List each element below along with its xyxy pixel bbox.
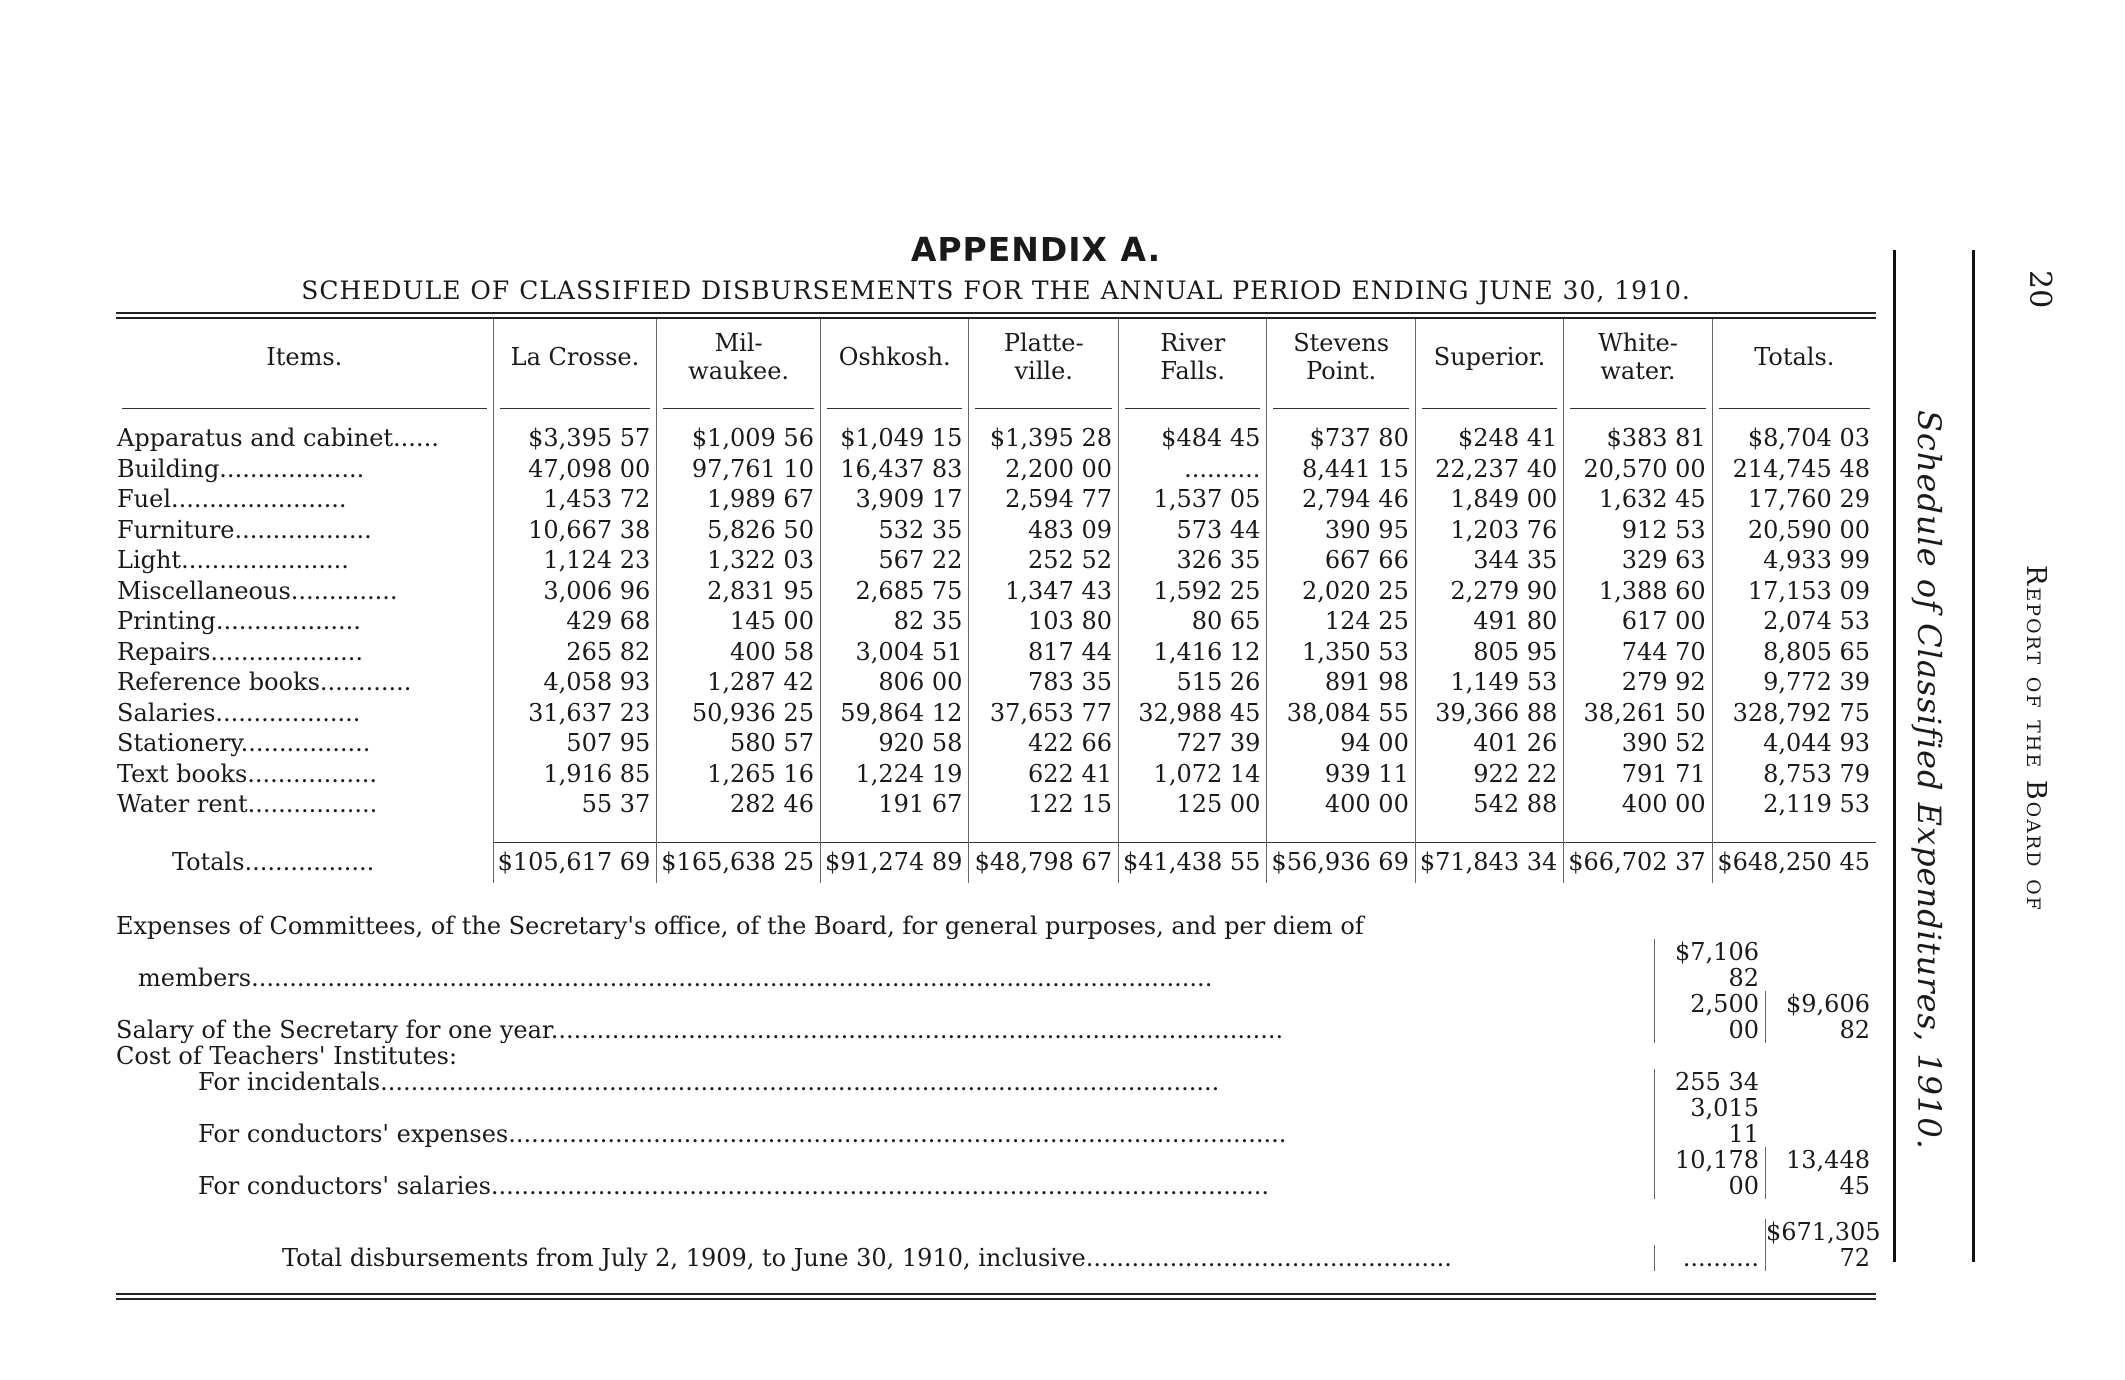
amount-cell: 491 80 [1415, 606, 1563, 637]
column-header: Oshkosh. [820, 319, 968, 393]
amount-cell: 617 00 [1564, 606, 1712, 637]
amount-cell: 2,831 95 [657, 576, 821, 607]
column-header: La Crosse. [493, 319, 657, 393]
amount-cell: 515 26 [1119, 667, 1267, 698]
amount-cell: 16,437 83 [820, 454, 968, 485]
amount-cell: 580 57 [657, 728, 821, 759]
amount-cell: 791 71 [1564, 759, 1712, 790]
amount-cell: 922 22 [1415, 759, 1563, 790]
amount-cell: 3,004 51 [820, 637, 968, 668]
amount-cell: 2,794 46 [1267, 484, 1415, 515]
amount-cell: 2,685 75 [820, 576, 968, 607]
amount-cell: 1,124 23 [493, 545, 657, 576]
amount-cell: 4,044 93 [1712, 728, 1876, 759]
amount-cell: $737 80 [1267, 423, 1415, 454]
amount-cell: 5,826 50 [657, 515, 821, 546]
total-cell: $165,638 25 [657, 842, 821, 883]
committees-label-1: Expenses of Committees, of the Secretary's office, of the Board, for general purposes, and per diem of [116, 912, 1364, 939]
subtotal-2: 13,448 45 [1765, 1147, 1876, 1199]
incidentals-amount: 255 34 [1654, 1069, 1765, 1095]
amount-cell: 94 00 [1267, 728, 1415, 759]
amount-cell: 8,753 79 [1712, 759, 1876, 790]
side-rule-right [1972, 250, 1975, 1262]
amount-cell: 252 52 [969, 545, 1119, 576]
amount-cell: 390 52 [1564, 728, 1712, 759]
column-header: Superior. [1415, 319, 1563, 393]
amount-cell: $248 41 [1415, 423, 1563, 454]
item-label: Salaries................... [117, 698, 361, 727]
page-number: 20 [2022, 270, 2057, 309]
total-cell: $56,936 69 [1267, 842, 1415, 883]
amount-cell: 783 35 [969, 667, 1119, 698]
amount-cell: 265 82 [493, 637, 657, 668]
total-cell: $71,843 34 [1415, 842, 1563, 883]
amount-cell: 8,441 15 [1267, 454, 1415, 485]
amount-cell: 37,653 77 [969, 698, 1119, 729]
table-row [116, 515, 1876, 546]
amount-cell: 1,265 16 [657, 759, 821, 790]
appendix-page [116, 230, 1881, 1300]
amount-cell: 422 66 [969, 728, 1119, 759]
side-rule-left [1893, 250, 1896, 1262]
summary-row-incidentals [116, 1069, 1876, 1095]
amount-cell: $484 45 [1119, 423, 1267, 454]
column-header: River Falls. [1119, 319, 1267, 393]
grand-total-blank: .......... [1654, 1245, 1765, 1271]
total-cell: $41,438 55 [1119, 842, 1267, 883]
amount-cell: 507 95 [493, 728, 657, 759]
institutes-heading: Cost of Teachers' Institutes: [116, 1042, 458, 1069]
conductors-salaries-label: For conductors' salaries...................................................................................................... [198, 1172, 1270, 1199]
amount-cell: $383 81 [1564, 423, 1712, 454]
amount-cell: $8,704 03 [1712, 423, 1876, 454]
amount-cell: 103 80 [969, 606, 1119, 637]
item-label: Miscellaneous.............. [117, 576, 398, 605]
grand-total-label: Total disbursements from July 2, 1909, to June 30, 1910, inclusive................................................ [282, 1244, 1452, 1271]
item-label: Printing................... [117, 607, 361, 635]
amount-cell: 1,989 67 [657, 484, 821, 515]
amount-cell: 1,416 12 [1119, 637, 1267, 668]
amount-cell: 920 58 [820, 728, 968, 759]
total-cell: $91,274 89 [820, 842, 968, 883]
amount-cell: 1,203 76 [1415, 515, 1563, 546]
amount-cell: 122 15 [969, 789, 1119, 820]
table-row [116, 484, 1876, 515]
amount-cell: 939 11 [1267, 759, 1415, 790]
summary-row-committees-1 [116, 913, 1876, 939]
item-label: Stationery................. [117, 729, 371, 757]
table-row [116, 789, 1876, 820]
amount-cell: 8,805 65 [1712, 637, 1876, 668]
amount-cell: 727 39 [1119, 728, 1267, 759]
table-row [116, 728, 1876, 759]
amount-cell: 82 35 [820, 606, 968, 637]
item-label: Repairs.................... [117, 637, 363, 666]
item-label: Building................... [117, 454, 365, 483]
incidentals-label: For incidentals.............................................................................................................. [198, 1068, 1220, 1095]
item-label: Text books................. [117, 759, 377, 788]
amount-cell: 344 35 [1415, 545, 1563, 576]
item-label: Water rent................. [117, 790, 378, 818]
amount-cell: 55 37 [493, 789, 657, 820]
total-cell: $105,617 69 [493, 842, 657, 883]
amount-cell: 401 26 [1415, 728, 1563, 759]
totals-label: Totals................. [172, 848, 375, 876]
amount-cell: 542 88 [1415, 789, 1563, 820]
amount-cell: 3,909 17 [820, 484, 968, 515]
committees-amount: $7,106 82 [1654, 939, 1765, 991]
side-report-title: Report of the Board of [2020, 565, 2051, 912]
column-header: Platte- ville. [969, 319, 1119, 393]
amount-cell: 1,149 53 [1415, 667, 1563, 698]
table-row [116, 637, 1876, 668]
amount-cell: 806 00 [820, 667, 968, 698]
conductors-expenses-amount: 3,015 11 [1654, 1095, 1765, 1147]
amount-cell: 145 00 [657, 606, 821, 637]
table-row [116, 423, 1876, 454]
column-header: White- water. [1564, 319, 1712, 393]
amount-cell: 4,933 99 [1712, 545, 1876, 576]
item-label: Apparatus and cabinet...... [117, 424, 439, 452]
amount-cell: 400 00 [1564, 789, 1712, 820]
side-running-title: Schedule of Classified Expenditures, 1910. [1910, 410, 1948, 1150]
amount-cell: 400 58 [657, 637, 821, 668]
amount-cell: 573 44 [1119, 515, 1267, 546]
table-row [116, 545, 1876, 576]
summary-row-conductors-expenses [116, 1095, 1876, 1147]
table-row [116, 667, 1876, 698]
table-row [116, 606, 1876, 637]
amount-cell: 124 25 [1267, 606, 1415, 637]
summary-row-institutes-heading [116, 1043, 1876, 1069]
conductors-salaries-amount: 10,178 00 [1654, 1147, 1765, 1199]
amount-cell: 80 65 [1119, 606, 1267, 637]
summary-row-conductors-salaries [116, 1147, 1876, 1199]
summary-block [116, 912, 1881, 1300]
amount-cell: 326 35 [1119, 545, 1267, 576]
table-row [116, 454, 1876, 485]
bottom-double-rule [116, 1293, 1876, 1300]
amount-cell: 1,388 60 [1564, 576, 1712, 607]
appendix-title: APPENDIX A. [910, 230, 1162, 269]
amount-cell: 667 66 [1267, 545, 1415, 576]
amount-cell: 2,594 77 [969, 484, 1119, 515]
summary-row-secretary [116, 991, 1876, 1043]
amount-cell: $1,049 15 [820, 423, 968, 454]
amount-cell: 1,350 53 [1267, 637, 1415, 668]
amount-cell: 1,224 19 [820, 759, 968, 790]
amount-cell: 817 44 [969, 637, 1119, 668]
amount-cell: 1,849 00 [1415, 484, 1563, 515]
amount-cell: 1,322 03 [657, 545, 821, 576]
amount-cell: 429 68 [493, 606, 657, 637]
item-label: Fuel....................... [117, 485, 347, 513]
amount-cell: 891 98 [1267, 667, 1415, 698]
amount-cell: 1,347 43 [969, 576, 1119, 607]
amount-cell: 1,592 25 [1119, 576, 1267, 607]
amount-cell: $1,009 56 [657, 423, 821, 454]
amount-cell: 2,279 90 [1415, 576, 1563, 607]
total-cell: $648,250 45 [1712, 842, 1876, 883]
amount-cell: 2,200 00 [969, 454, 1119, 485]
conductors-expenses-label: For conductors' expenses...................................................................................................... [198, 1120, 1287, 1147]
amount-cell: 32,988 45 [1119, 698, 1267, 729]
amount-cell: 59,864 12 [820, 698, 968, 729]
title-double-rule [116, 312, 1876, 319]
secretary-salary-label: Salary of the Secretary for one year................................................................................................ [116, 1016, 1284, 1043]
amount-cell: 3,006 96 [493, 576, 657, 607]
summary-row-grand-total [116, 1217, 1881, 1272]
item-label: Reference books............ [117, 668, 412, 696]
table-row [116, 759, 1876, 790]
column-header: Mil- waukee. [657, 319, 821, 393]
total-cell: $48,798 67 [969, 842, 1119, 883]
schedule-title: SCHEDULE OF CLASSIFIED DISBURSEMENTS FOR THE ANNUAL PERIOD ENDING JUNE 30, 1910. [301, 276, 1691, 305]
column-header: Totals. [1712, 319, 1876, 393]
amount-cell: .......... [1119, 454, 1267, 485]
amount-cell: 10,667 38 [493, 515, 657, 546]
amount-cell: 20,590 00 [1712, 515, 1876, 546]
amount-cell: 2,074 53 [1712, 606, 1876, 637]
amount-cell: 1,287 42 [657, 667, 821, 698]
amount-cell: 279 92 [1564, 667, 1712, 698]
disbursements-table [116, 319, 1876, 883]
amount-cell: 1,072 14 [1119, 759, 1267, 790]
totals-row [116, 842, 1876, 883]
total-cell: $66,702 37 [1564, 842, 1712, 883]
table-body [116, 423, 1876, 883]
amount-cell: 38,084 55 [1267, 698, 1415, 729]
committees-label-2: members.............................................................................................................................. [138, 964, 1213, 991]
amount-cell: 567 22 [820, 545, 968, 576]
grand-total-amount: $671,305 72 [1766, 1217, 1881, 1272]
amount-cell: 1,916 85 [493, 759, 657, 790]
amount-cell: 20,570 00 [1564, 454, 1712, 485]
amount-cell: 17,760 29 [1712, 484, 1876, 515]
amount-cell: 191 67 [820, 789, 968, 820]
amount-cell: 483 09 [969, 515, 1119, 546]
amount-cell: 38,261 50 [1564, 698, 1712, 729]
amount-cell: $1,395 28 [969, 423, 1119, 454]
secretary-salary-amount: 2,500 00 [1654, 991, 1765, 1043]
amount-cell: 17,153 09 [1712, 576, 1876, 607]
amount-cell: 329 63 [1564, 545, 1712, 576]
amount-cell: 9,772 39 [1712, 667, 1876, 698]
amount-cell: 282 46 [657, 789, 821, 820]
amount-cell: 22,237 40 [1415, 454, 1563, 485]
column-header: Items. [266, 343, 343, 371]
amount-cell: $3,395 57 [493, 423, 657, 454]
amount-cell: 214,745 48 [1712, 454, 1876, 485]
amount-cell: 390 95 [1267, 515, 1415, 546]
subtotal-1: $9,606 82 [1765, 991, 1876, 1043]
amount-cell: 1,453 72 [493, 484, 657, 515]
item-label: Furniture.................. [117, 515, 372, 544]
amount-cell: 912 53 [1564, 515, 1712, 546]
summary-row-committees-2 [116, 939, 1876, 991]
column-header: Stevens Point. [1267, 319, 1415, 393]
amount-cell: 125 00 [1119, 789, 1267, 820]
header-underline [116, 393, 1876, 423]
table-row [116, 698, 1876, 729]
amount-cell: 39,366 88 [1415, 698, 1563, 729]
amount-cell: 47,098 00 [493, 454, 657, 485]
amount-cell: 97,761 10 [657, 454, 821, 485]
amount-cell: 1,537 05 [1119, 484, 1267, 515]
table-header [116, 319, 1876, 393]
amount-cell: 400 00 [1267, 789, 1415, 820]
amount-cell: 31,637 23 [493, 698, 657, 729]
amount-cell: 50,936 25 [657, 698, 821, 729]
amount-cell: 328,792 75 [1712, 698, 1876, 729]
amount-cell: 4,058 93 [493, 667, 657, 698]
table-row [116, 576, 1876, 607]
amount-cell: 2,119 53 [1712, 789, 1876, 820]
amount-cell: 622 41 [969, 759, 1119, 790]
amount-cell: 2,020 25 [1267, 576, 1415, 607]
item-label: Light...................... [117, 546, 349, 574]
amount-cell: 744 70 [1564, 637, 1712, 668]
amount-cell: 532 35 [820, 515, 968, 546]
amount-cell: 1,632 45 [1564, 484, 1712, 515]
amount-cell: 805 95 [1415, 637, 1563, 668]
